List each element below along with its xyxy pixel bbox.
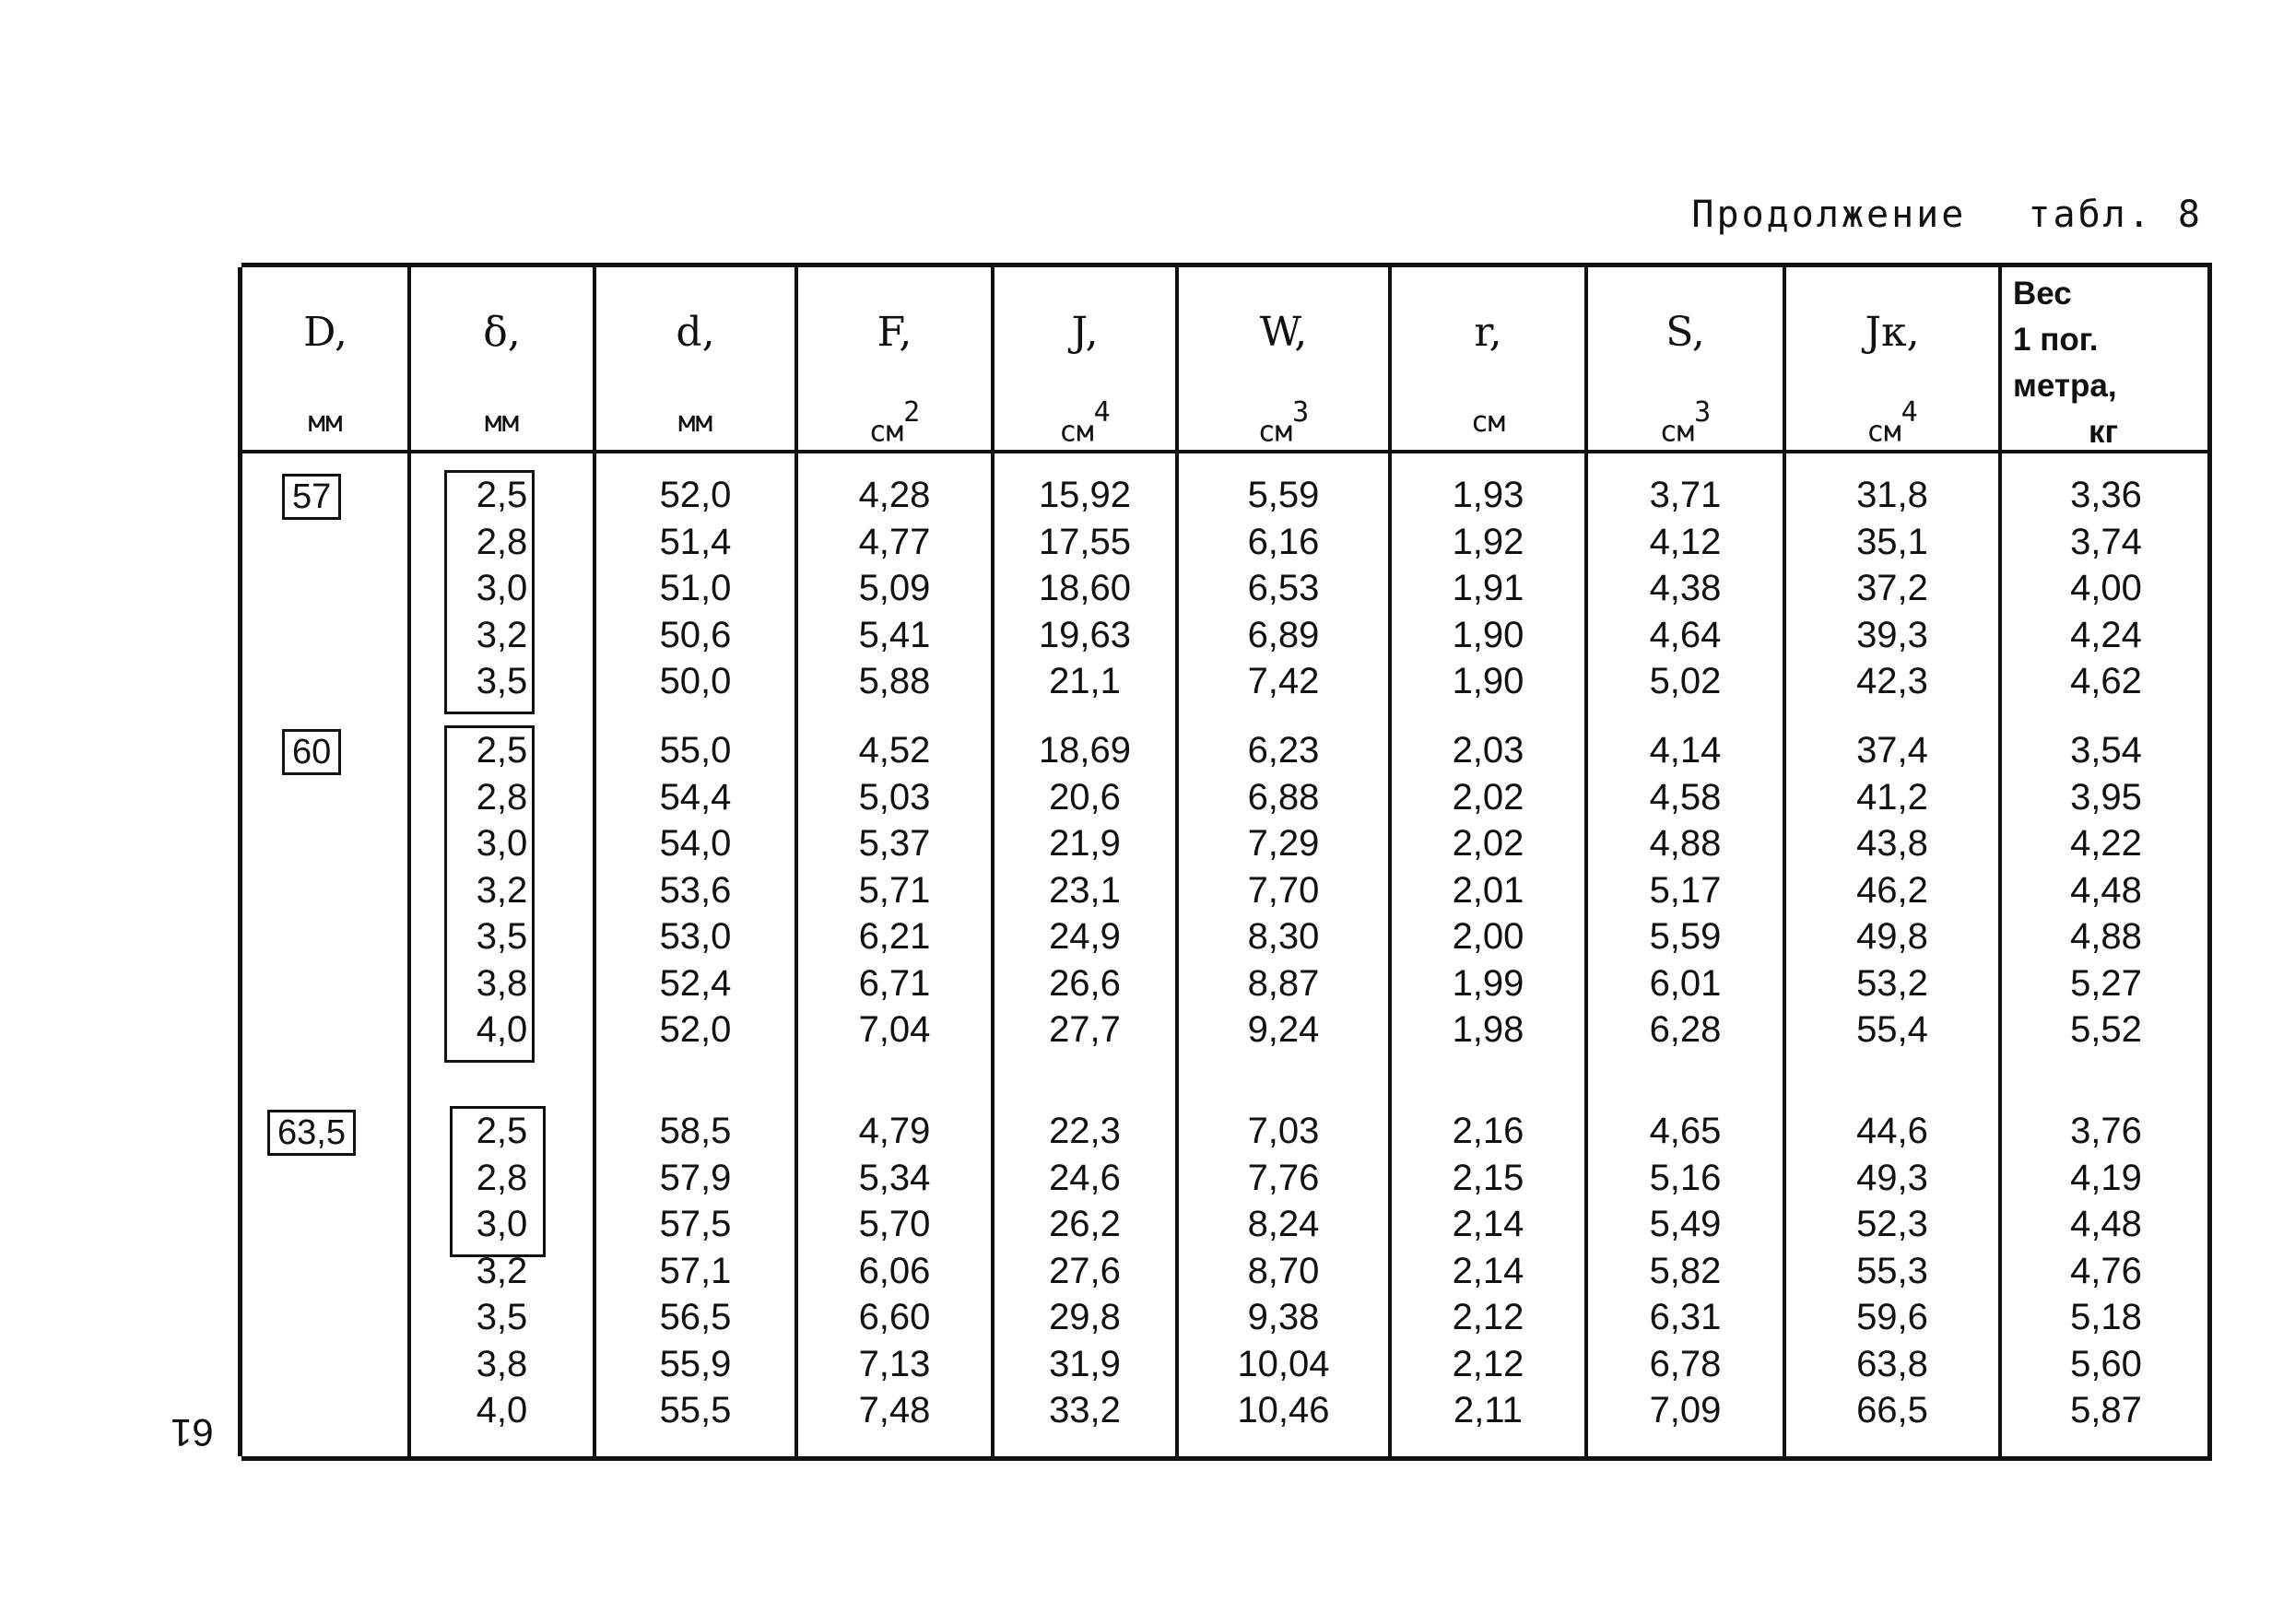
table-cell: 31,8 bbox=[1856, 475, 1928, 515]
table-cell: 52,0 bbox=[659, 1009, 732, 1050]
value-column bbox=[993, 727, 1177, 1053]
table-cell: 63,8 bbox=[1856, 1343, 1928, 1384]
value-column bbox=[1390, 1108, 1586, 1434]
table-cell: 5,16 bbox=[1649, 1157, 1722, 1198]
header-unit: $см^2$ bbox=[868, 396, 921, 449]
table-cell: 3,0 bbox=[476, 823, 528, 864]
column-header bbox=[1586, 267, 1784, 450]
table-cell: 5,82 bbox=[1649, 1250, 1722, 1291]
table-cell: 8,87 bbox=[1247, 962, 1320, 1004]
table-cell: 3,71 bbox=[1649, 475, 1722, 515]
table-cell: 54,0 bbox=[659, 823, 732, 864]
table-cell: 27,6 bbox=[1049, 1250, 1121, 1291]
value-column bbox=[2000, 472, 2212, 705]
table-cell: 5,41 bbox=[858, 614, 931, 655]
table-cell: 2,02 bbox=[1452, 776, 1524, 818]
table-cell: 2,02 bbox=[1452, 823, 1524, 864]
table-cell: 1,90 bbox=[1452, 661, 1524, 701]
table-cell: 7,48 bbox=[858, 1390, 931, 1430]
table-cell: 18,69 bbox=[1038, 730, 1132, 771]
table-cell: 10,04 bbox=[1237, 1343, 1330, 1384]
table-cell: 2,5 bbox=[476, 475, 528, 515]
table-cell: 10,46 bbox=[1237, 1390, 1330, 1430]
table-cell: 21,9 bbox=[1049, 823, 1121, 864]
table-cell: 4,79 bbox=[858, 1111, 931, 1151]
table-cell: 26,2 bbox=[1049, 1204, 1121, 1244]
table-cell: 2,8 bbox=[476, 521, 528, 562]
table-cell: 8,30 bbox=[1247, 916, 1320, 957]
table-cell: 7,70 bbox=[1247, 869, 1320, 911]
value-column bbox=[1177, 1108, 1390, 1434]
table-cell: 52,0 bbox=[659, 475, 732, 515]
table-cell: 9,38 bbox=[1247, 1297, 1320, 1337]
table-cell: 19,63 bbox=[1038, 614, 1132, 655]
table-caption bbox=[1654, 194, 2203, 236]
table-cell: 1,99 bbox=[1452, 962, 1524, 1004]
table-cell: 6,06 bbox=[858, 1250, 931, 1291]
table-cell: 5,03 bbox=[858, 776, 931, 818]
header-symbol: D, bbox=[303, 309, 347, 356]
header-symbol: r, bbox=[1474, 309, 1502, 356]
table-cell: 3,95 bbox=[2070, 776, 2142, 818]
unit-exponent: 3 bbox=[1694, 396, 1712, 429]
table-cell: 53,2 bbox=[1856, 962, 1928, 1004]
table-cell: 6,71 bbox=[858, 962, 931, 1004]
table-cell: 4,77 bbox=[858, 521, 931, 562]
header-unit: мм bbox=[308, 406, 343, 439]
table-cell: 3,2 bbox=[476, 869, 528, 911]
table-cell: 4,14 bbox=[1649, 730, 1722, 771]
value-column bbox=[594, 1108, 796, 1434]
header-symbol: J, bbox=[1071, 309, 1099, 356]
header-unit: $см^4$ bbox=[1866, 396, 1918, 449]
table-cell: 66,5 bbox=[1856, 1390, 1928, 1430]
table-cell: 3,74 bbox=[2070, 521, 2142, 562]
header-unit: $см^3$ bbox=[1257, 396, 1310, 449]
caption-table-ref: табл. 8 bbox=[2028, 194, 2203, 236]
table-cell: 2,14 bbox=[1452, 1250, 1524, 1291]
table-cell: 35,1 bbox=[1856, 521, 1928, 562]
table-cell: 4,0 bbox=[476, 1390, 528, 1430]
table-cell: 6,28 bbox=[1649, 1009, 1722, 1050]
table-cell: 17,55 bbox=[1038, 521, 1132, 562]
table-cell: 1,91 bbox=[1452, 568, 1524, 608]
table-cell: 43,8 bbox=[1856, 823, 1928, 864]
unit-exponent: 2 bbox=[903, 396, 921, 429]
table-cell: 21,1 bbox=[1049, 661, 1121, 701]
table-cell: 6,89 bbox=[1247, 614, 1320, 655]
header-unit: $см^4$ bbox=[1059, 396, 1111, 449]
table-cell: 55,3 bbox=[1856, 1250, 1928, 1291]
outer-diameter-label: 60 bbox=[282, 729, 341, 775]
column-header bbox=[1177, 267, 1390, 450]
value-column bbox=[594, 472, 796, 705]
table-cell: 58,5 bbox=[659, 1111, 732, 1151]
header-symbol: F, bbox=[877, 309, 912, 356]
table-cell: 2,12 bbox=[1452, 1297, 1524, 1337]
caption-text: Продолжение bbox=[1691, 194, 1967, 236]
table-cell: 2,11 bbox=[1454, 1390, 1523, 1430]
weight-header-line: 1 пог. bbox=[2013, 322, 2099, 358]
table-cell: 50,0 bbox=[659, 661, 732, 701]
table-cell: 2,15 bbox=[1452, 1157, 1524, 1198]
table-cell: 2,8 bbox=[476, 1157, 528, 1198]
table-cell: 37,4 bbox=[1856, 730, 1928, 771]
value-column bbox=[1586, 1108, 1784, 1434]
table-cell: 7,76 bbox=[1247, 1157, 1320, 1198]
table-cell: 4,24 bbox=[2070, 614, 2142, 655]
table-cell: 4,76 bbox=[2070, 1250, 2142, 1291]
value-column bbox=[409, 472, 594, 705]
table-cell: 20,6 bbox=[1049, 776, 1121, 818]
unit-exponent: 4 bbox=[1901, 396, 1918, 429]
table-cell: 52,4 bbox=[659, 962, 732, 1004]
column-header bbox=[409, 267, 594, 450]
table-cell: 3,0 bbox=[476, 568, 528, 608]
table-cell: 2,03 bbox=[1452, 730, 1524, 771]
table-cell: 1,98 bbox=[1452, 1009, 1524, 1050]
table-cell: 5,52 bbox=[2070, 1009, 2142, 1050]
value-column bbox=[993, 472, 1177, 705]
table-cell: 8,24 bbox=[1247, 1204, 1320, 1244]
table-cell: 6,01 bbox=[1649, 962, 1722, 1004]
table-cell: 4,48 bbox=[2070, 869, 2142, 911]
value-column bbox=[1586, 472, 1784, 705]
table-cell: 5,09 bbox=[858, 568, 931, 608]
table-cell: 59,6 bbox=[1856, 1297, 1928, 1337]
value-column bbox=[1586, 727, 1784, 1053]
table-cell: 2,14 bbox=[1452, 1204, 1524, 1244]
outer-diameter-label: 63,5 bbox=[267, 1110, 356, 1156]
column-header bbox=[1784, 267, 2000, 450]
value-column bbox=[594, 727, 796, 1053]
weight-header-line: метра, bbox=[2013, 368, 2117, 404]
table-cell: 2,5 bbox=[476, 1111, 528, 1151]
header-unit: см bbox=[1470, 406, 1506, 439]
table-cell: 3,8 bbox=[476, 1343, 528, 1384]
header-symbol: Jк, bbox=[1865, 309, 1920, 356]
table-cell: 2,01 bbox=[1452, 869, 1524, 911]
table-cell: 6,16 bbox=[1247, 521, 1320, 562]
table-cell: 2,16 bbox=[1452, 1111, 1524, 1151]
table-cell: 3,54 bbox=[2070, 730, 2142, 771]
column-header bbox=[241, 267, 409, 450]
table-cell: 4,65 bbox=[1649, 1111, 1722, 1151]
weight-header-line: кг bbox=[2088, 414, 2119, 450]
table-cell: 4,58 bbox=[1649, 776, 1722, 818]
data-table bbox=[241, 263, 2212, 1461]
table-cell: 2,8 bbox=[476, 776, 528, 818]
table-cell: 42,3 bbox=[1856, 661, 1928, 701]
column-header bbox=[594, 267, 796, 450]
table-cell: 7,09 bbox=[1649, 1390, 1722, 1430]
header-weight bbox=[2000, 267, 2212, 450]
table-cell: 3,5 bbox=[476, 1297, 528, 1337]
table-cell: 9,24 bbox=[1247, 1009, 1320, 1050]
value-column bbox=[2000, 727, 2212, 1053]
table-cell: 2,12 bbox=[1452, 1343, 1524, 1384]
table-cell: 5,49 bbox=[1649, 1204, 1722, 1244]
value-column bbox=[409, 727, 594, 1053]
table-cell: 51,0 bbox=[659, 568, 732, 608]
table-cell: 39,3 bbox=[1856, 614, 1928, 655]
value-column bbox=[1390, 727, 1586, 1053]
table-cell: 15,92 bbox=[1038, 475, 1132, 515]
table-cell: 5,71 bbox=[858, 869, 931, 911]
table-cell: 55,5 bbox=[659, 1390, 732, 1430]
table-cell: 46,2 bbox=[1856, 869, 1928, 911]
table-cell: 49,3 bbox=[1856, 1157, 1928, 1198]
value-column bbox=[796, 1108, 993, 1434]
table-cell: 6,31 bbox=[1649, 1297, 1722, 1337]
table-cell: 44,6 bbox=[1856, 1111, 1928, 1151]
value-column bbox=[2000, 1108, 2212, 1434]
table-cell: 5,59 bbox=[1649, 916, 1722, 957]
table-cell: 7,13 bbox=[858, 1343, 931, 1384]
table-cell: 56,5 bbox=[659, 1297, 732, 1337]
table-cell: 6,60 bbox=[858, 1297, 931, 1337]
table-cell: 24,9 bbox=[1049, 916, 1121, 957]
header-divider bbox=[241, 450, 2207, 453]
table-cell: 6,23 bbox=[1247, 730, 1320, 771]
table-cell: 55,0 bbox=[659, 730, 732, 771]
table-cell: 5,70 bbox=[858, 1204, 931, 1244]
table-cell: 57,9 bbox=[659, 1157, 732, 1198]
table-cell: 6,53 bbox=[1247, 568, 1320, 608]
header-symbol: δ, bbox=[483, 309, 521, 356]
table-cell: 3,5 bbox=[476, 661, 528, 701]
table-cell: 4,52 bbox=[858, 730, 931, 771]
value-column bbox=[1177, 472, 1390, 705]
table-cell: 51,4 bbox=[659, 521, 732, 562]
weight-header-line: Вес bbox=[2013, 276, 2072, 312]
table-cell: 8,70 bbox=[1247, 1250, 1320, 1291]
table-cell: 3,5 bbox=[476, 916, 528, 957]
unit-exponent: 4 bbox=[1093, 396, 1111, 429]
table-cell: 7,04 bbox=[858, 1009, 931, 1050]
table-cell: 7,29 bbox=[1247, 823, 1320, 864]
value-column bbox=[1177, 727, 1390, 1053]
value-column bbox=[1390, 472, 1586, 705]
header-unit: $см^3$ bbox=[1659, 396, 1712, 449]
table-cell: 53,0 bbox=[659, 916, 732, 957]
column-header bbox=[796, 267, 993, 450]
table-cell: 6,78 bbox=[1649, 1343, 1722, 1384]
table-cell: 22,3 bbox=[1049, 1111, 1121, 1151]
table-cell: 5,88 bbox=[858, 661, 931, 701]
table-cell: 7,42 bbox=[1247, 661, 1320, 701]
table-cell: 4,62 bbox=[2070, 661, 2142, 701]
table-cell: 57,1 bbox=[659, 1250, 732, 1291]
table-cell: 4,64 bbox=[1649, 614, 1722, 655]
table-cell: 26,6 bbox=[1049, 962, 1121, 1004]
column-header bbox=[993, 267, 1177, 450]
table-cell: 4,88 bbox=[2070, 916, 2142, 957]
table-cell: 3,2 bbox=[476, 1250, 528, 1291]
table-cell: 5,18 bbox=[2070, 1297, 2142, 1337]
outer-diameter-label: 57 bbox=[282, 474, 341, 520]
table-cell: 3,36 bbox=[2070, 475, 2142, 515]
table-cell: 5,27 bbox=[2070, 962, 2142, 1004]
table-cell: 55,9 bbox=[659, 1343, 732, 1384]
table-cell: 5,17 bbox=[1649, 869, 1722, 911]
header-symbol: d, bbox=[676, 309, 715, 356]
table-cell: 29,8 bbox=[1049, 1297, 1121, 1337]
table-cell: 5,02 bbox=[1649, 661, 1722, 701]
header-unit: мм bbox=[677, 406, 713, 439]
table-cell: 37,2 bbox=[1856, 568, 1928, 608]
table-cell: 41,2 bbox=[1856, 776, 1928, 818]
table-cell: 4,19 bbox=[2070, 1157, 2142, 1198]
table-cell: 2,5 bbox=[476, 730, 528, 771]
value-column bbox=[1784, 472, 2000, 705]
table-cell: 52,3 bbox=[1856, 1204, 1928, 1244]
value-column bbox=[1784, 1108, 2000, 1434]
table-cell: 24,6 bbox=[1049, 1157, 1121, 1198]
column-header bbox=[1390, 267, 1586, 450]
table-cell: 3,0 bbox=[476, 1204, 528, 1244]
table-cell: 4,22 bbox=[2070, 823, 2142, 864]
table-cell: 53,6 bbox=[659, 869, 732, 911]
table-cell: 4,38 bbox=[1649, 568, 1722, 608]
table-cell: 49,8 bbox=[1856, 916, 1928, 957]
table-cell: 55,4 bbox=[1856, 1009, 1928, 1050]
table-cell: 4,28 bbox=[858, 475, 931, 515]
table-cell: 5,87 bbox=[2070, 1390, 2142, 1430]
table-cell: 50,6 bbox=[659, 614, 732, 655]
table-cell: 27,7 bbox=[1049, 1009, 1121, 1050]
table-cell: 3,76 bbox=[2070, 1111, 2142, 1151]
table-cell: 5,37 bbox=[858, 823, 931, 864]
table-cell: 18,60 bbox=[1038, 568, 1132, 608]
table-cell: 4,12 bbox=[1649, 521, 1722, 562]
unit-exponent: 3 bbox=[1292, 396, 1310, 429]
table-cell: 5,59 bbox=[1247, 475, 1320, 515]
value-column bbox=[409, 1108, 594, 1434]
header-symbol: S, bbox=[1665, 309, 1705, 356]
table-cell: 4,48 bbox=[2070, 1204, 2142, 1244]
table-cell: 7,03 bbox=[1247, 1111, 1320, 1151]
table-cell: 5,60 bbox=[2070, 1343, 2142, 1384]
table-cell: 1,93 bbox=[1452, 475, 1524, 515]
table-cell: 4,88 bbox=[1649, 823, 1722, 864]
value-column bbox=[993, 1108, 1177, 1434]
table-cell: 54,4 bbox=[659, 776, 732, 818]
table-cell: 5,34 bbox=[858, 1157, 931, 1198]
table-cell: 4,00 bbox=[2070, 568, 2142, 608]
table-cell: 1,92 bbox=[1452, 521, 1524, 562]
value-column bbox=[1784, 727, 2000, 1053]
table-cell: 57,5 bbox=[659, 1204, 732, 1244]
value-column bbox=[796, 727, 993, 1053]
header-unit: мм bbox=[484, 406, 520, 439]
table-cell: 3,8 bbox=[476, 962, 528, 1004]
value-column bbox=[796, 472, 993, 705]
table-cell: 4,0 bbox=[476, 1009, 528, 1050]
table-cell: 2,00 bbox=[1452, 916, 1524, 957]
page-number: 61 bbox=[171, 1411, 214, 1454]
header-symbol: W, bbox=[1259, 309, 1308, 356]
table-cell: 1,90 bbox=[1452, 614, 1524, 655]
table-cell: 6,21 bbox=[858, 916, 931, 957]
table-cell: 3,2 bbox=[476, 614, 528, 655]
table-cell: 6,88 bbox=[1247, 776, 1320, 818]
table-cell: 31,9 bbox=[1049, 1343, 1121, 1384]
table-cell: 23,1 bbox=[1049, 869, 1121, 911]
table-cell: 33,2 bbox=[1049, 1390, 1121, 1430]
